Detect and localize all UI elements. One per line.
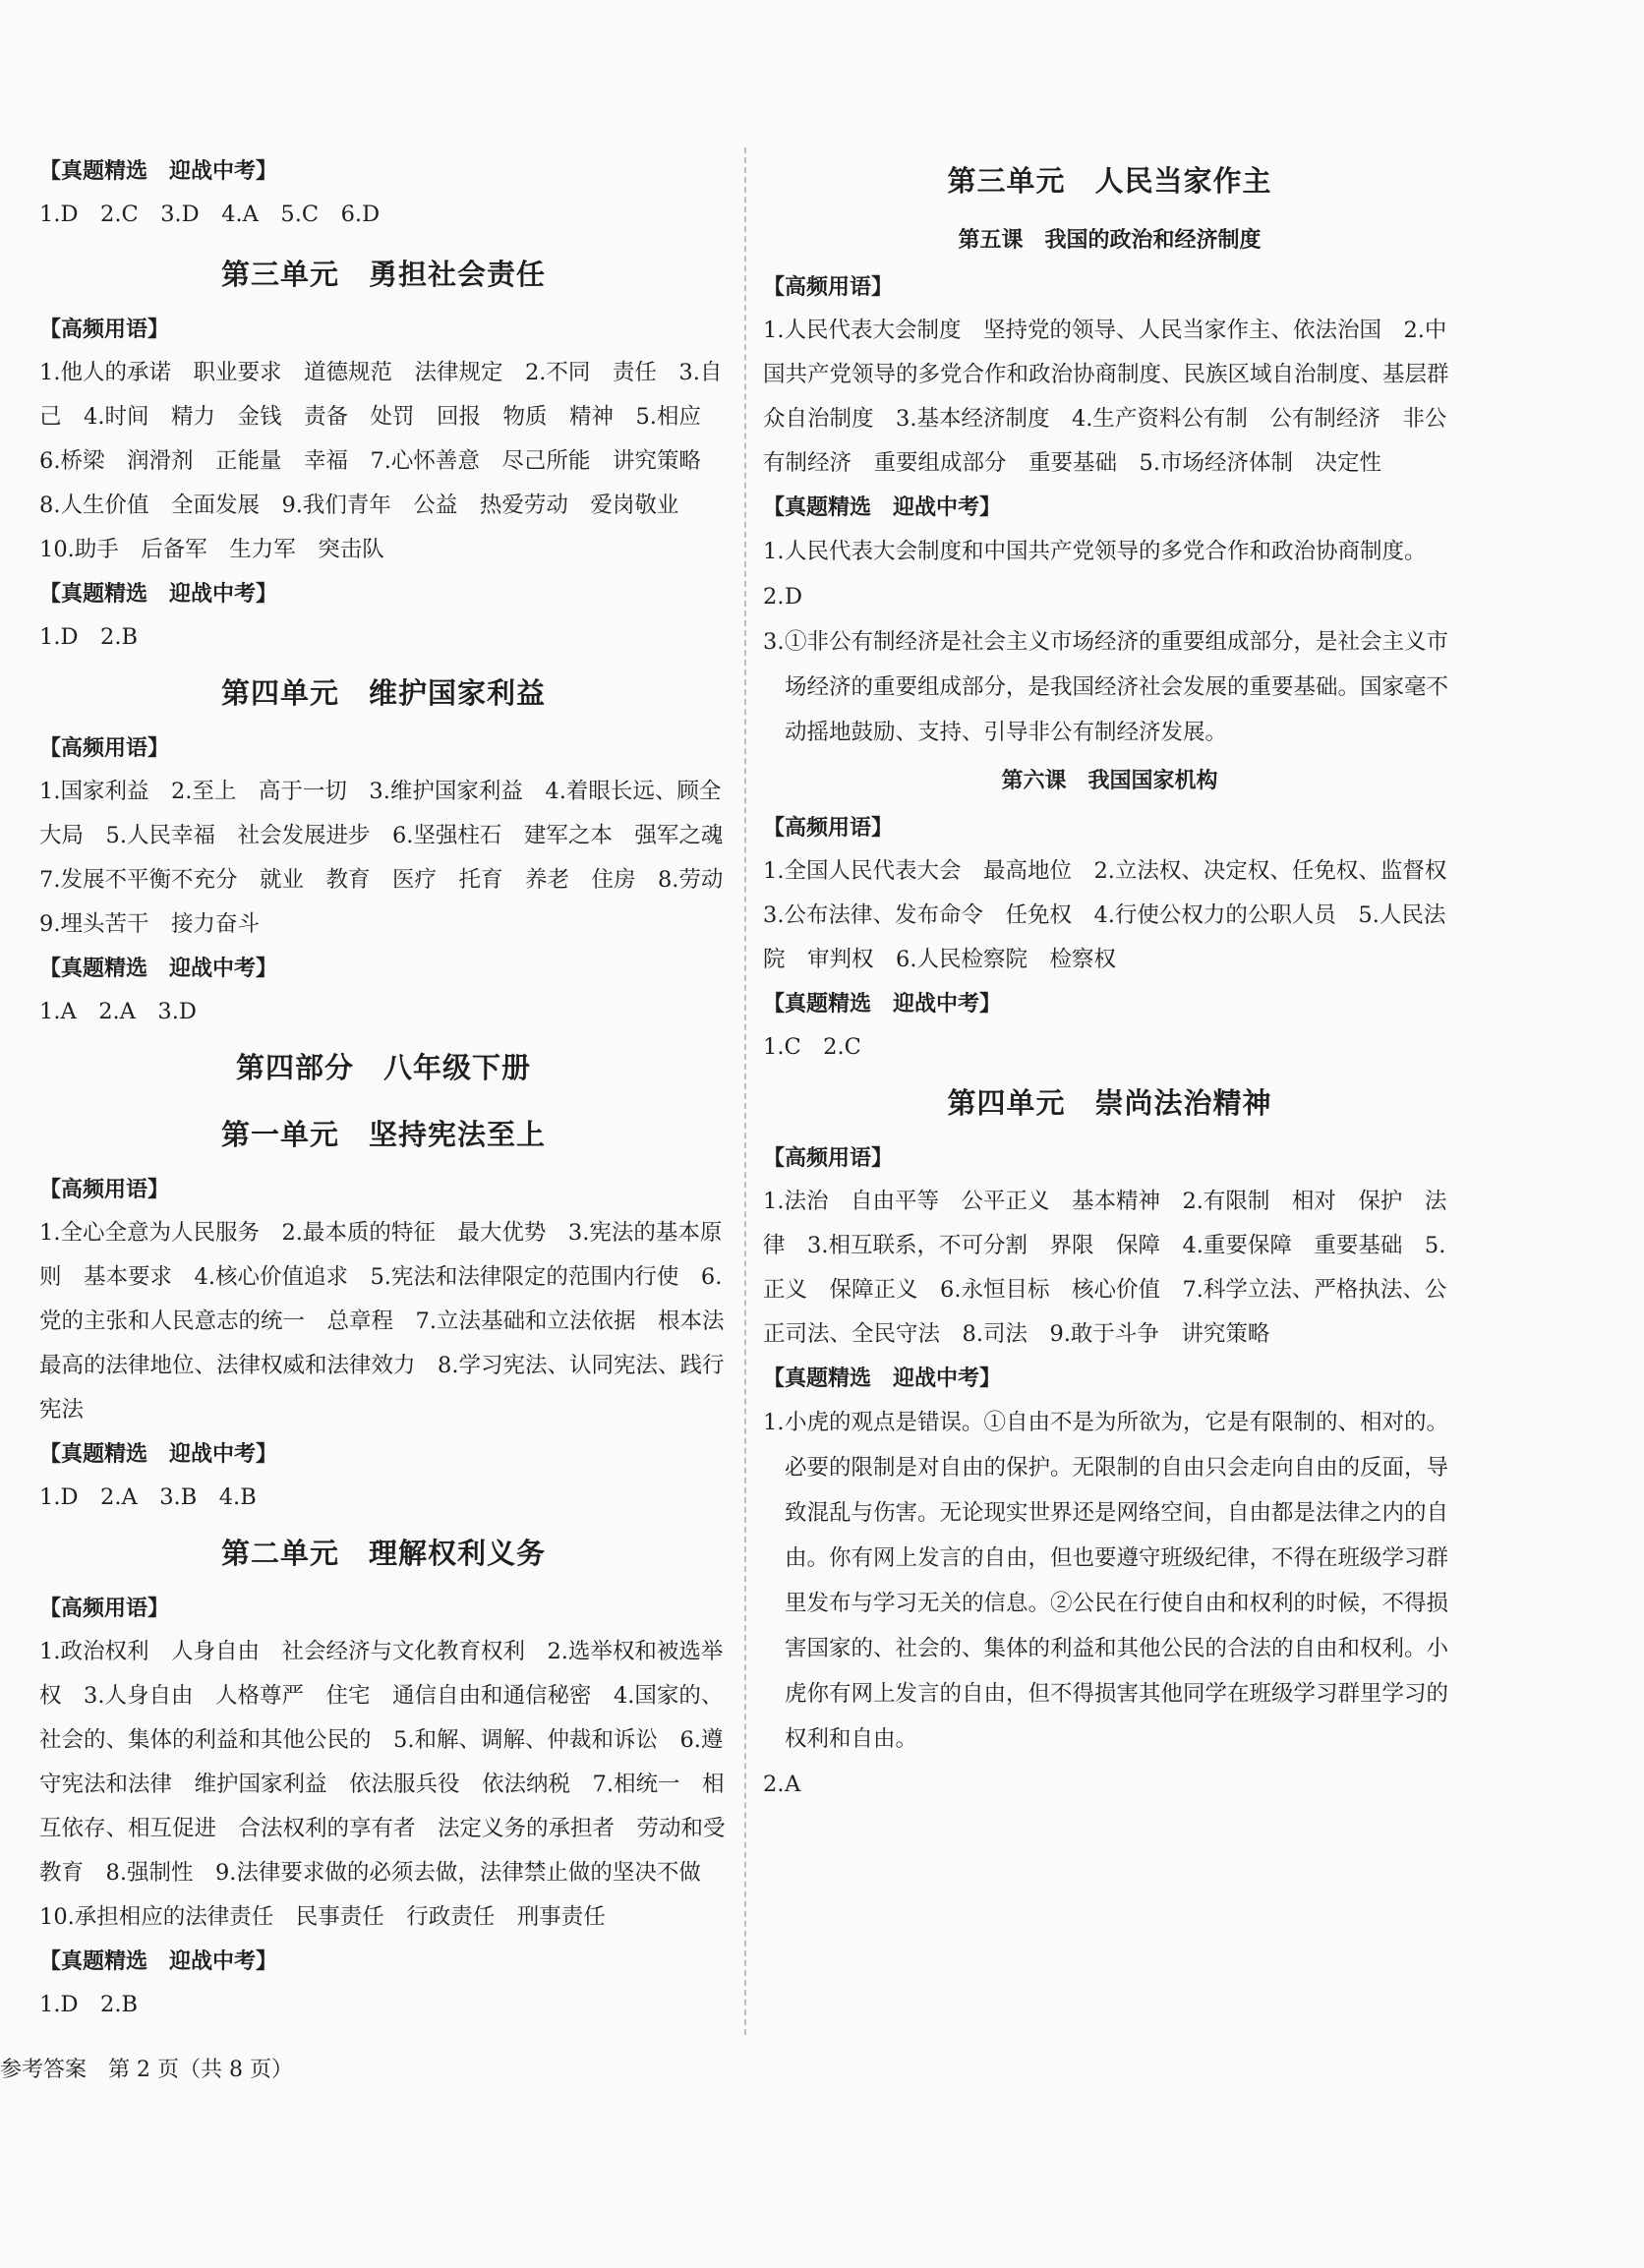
section-tag: 【高频用语】 [39,1596,170,1621]
lesson-title: 第五课 我国的政治和经济制度 [958,227,1262,253]
left-column [39,149,746,2027]
unit-title: 第四单元 维护国家利益 [220,676,546,710]
list-item [763,1400,1456,1762]
answer-list: 1.D 2.B [39,624,139,650]
item-text: 小虎的观点是错误。①自由不是为所欲为，它是有限制的、相对的。必要的限制是对自由的保护。无限制的自由只会走向自由的反面，导致混乱与伤害。无论现实世界还是网络空间，自由都是法律之内的自由。你有网上发言的自由，但也要遵守班级纪律，不得在班级学习群里发布与学习无关的信息。②公民在行使自由和权利的时候，不得损害国家的、社会的、集体的利益和其他公民的合法的自由和权利。小虎你有网上发言的自由，但不得损害其他同学在班级学习群里学习的权利和自由。 [785,1410,1449,1752]
answer-list: 1.D 2.B [39,1992,139,2017]
part-title: 第四部分 八年级下册 [235,1051,531,1084]
item-text: D [785,584,803,610]
column-divider [744,147,746,2035]
item-number: 3. [763,629,785,655]
page-footer: 参考答案 第 2 页（共 8 页） [0,2058,293,2082]
answer-list: 1.C 2.C [763,1034,861,1060]
exam-answers [763,1400,1456,1807]
section-tag: 【高频用语】 [763,274,894,300]
item-number: 2. [763,1772,785,1797]
unit-title: 第一单元 坚持宪法至上 [220,1118,546,1151]
section-tag: 【高频用语】 [39,1177,170,1202]
list-item [763,529,1456,574]
answer-text: 1.人民代表大会制度 坚持党的领导、人民当家作主、依法治国 2.中国共产党领导的多党合作和政治协商制度、民族区域自治制度、基层群众自治制度 3.基本经济制度 4.生产资料公有制 公有制经济 非公有制经济 重要组成部分 重要基础 5.市场经济体制 决定性 [763,318,1449,476]
answer-text: 1.全心全意为人民服务 2.最本质的特征 最大优势 3.宪法的基本原则 基本要求 4.核心价值追求 5.宪法和法律限定的范围内行使 6.党的主张和人民意志的统一 总章程 7.立法基础和立法依据 根本法 最高的法律地位、法律权威和法律效力 8.学习宪法、认同宪法、践行宪法 [39,1220,746,1423]
answer-text: 1.国家利益 2.至上 高于一切 3.维护国家利益 4.着眼长远、顾全大局 5.人民幸福 社会发展进步 6.坚强柱石 建军之本 强军之魂 7.发展不平衡不充分 就业 教育 医疗 托育 养老 住房 8.劳动 9.埋头苦干 接力奋斗 [39,779,745,937]
section-tag: 【真题精选 迎战中考】 [763,1366,1002,1391]
section-tag: 【真题精选 迎战中考】 [763,991,1002,1017]
answer-text: 1.全国人民代表大会 最高地位 2.立法权、决定权、任免权、监督权 3.公布法律、发布命令 任免权 4.行使公权力的公职人员 5.人民法院 审判权 6.人民检察院 检察权 [763,858,1469,972]
item-number: 1. [763,539,785,564]
item-number: 1. [763,1410,785,1435]
section-tag: 【真题精选 迎战中考】 [39,158,278,184]
unit-title: 第三单元 勇担社会责任 [220,258,546,291]
section-tag: 【高频用语】 [763,815,894,841]
section-tag: 【高频用语】 [39,317,170,342]
right-column [763,149,1469,1807]
section-tag: 【真题精选 迎战中考】 [39,1948,278,1974]
unit-title: 第二单元 理解权利义务 [220,1537,546,1570]
answer-text: 1.他人的承诺 职业要求 道德规范 法律规定 2.不同 责任 3.自己 4.时间 精力 金钱 责备 处罚 回报 物质 精神 5.相应 6.桥梁 润滑剂 正能量 幸福 7.心怀善意 尽己所能 讲究策略 8.人生价值 全面发展 9.我们青年 公益 热爱劳动 爱岗敬业 10.助手 后备军 生力军 突击队 [39,360,724,562]
item-number: 2. [763,584,785,610]
item-text: 人民代表大会制度和中国共产党领导的多党合作和政治协商制度。 [785,539,1427,564]
unit-title: 第三单元 人民当家作主 [947,164,1272,198]
list-item [763,619,1456,755]
unit-title: 第四单元 崇尚法治精神 [947,1086,1272,1120]
section-tag: 【真题精选 迎战中考】 [39,956,278,981]
list-item [763,1762,1456,1807]
section-tag: 【真题精选 迎战中考】 [763,494,1002,520]
item-text: ①非公有制经济是社会主义市场经济的重要组成部分，是社会主义市场经济的重要组成部分，是我国经济社会发展的重要基础。国家毫不动摇地鼓励、支持、引导非公有制经济发展。 [785,629,1449,745]
list-item [763,574,1456,619]
answer-list: 1.D 2.A 3.B 4.B [39,1484,257,1510]
answer-text: 1.法治 自由平等 公平正义 基本精神 2.有限制 相对 保护 法律 3.相互联系，不可分割 界限 保障 4.重要保障 重要基础 5.正义 保障正义 6.永恒目标 核心价值 7.科学立法、严格执法、公正司法、全民守法 8.司法 9.敢于斗争 讲究策略 [763,1189,1447,1347]
section-tag: 【真题精选 迎战中考】 [39,581,278,607]
answer-list: 1.A 2.A 3.D [39,999,197,1024]
section-tag: 【高频用语】 [763,1145,894,1171]
item-text: A [785,1772,801,1797]
answer-list: 1.D 2.C 3.D 4.A 5.C 6.D [39,202,381,227]
section-tag: 【真题精选 迎战中考】 [39,1441,278,1467]
section-tag: 【高频用语】 [39,735,170,761]
exam-answers [763,529,1456,755]
answer-text: 1.政治权利 人身自由 社会经济与文化教育权利 2.选举权和被选举权 3.人身自由 人格尊严 住宅 通信自由和通信秘密 4.国家的、社会的、集体的利益和其他公民的 5.和解、调解、仲裁和诉讼 6.遵守宪法和法律 维护国家利益 依法服兵役 依法纳税 7.相统一 相互依存、相互促进 合法权利的享有者 法定义务的承担者 劳动和受教育 8.强制性 9.法律要求做的必须去做，法律禁止做的坚决不做 10.承担相应的法律责任 民事责任 行政责任 刑事责任 [39,1639,726,1930]
lesson-title: 第六课 我国国家机构 [1001,768,1218,793]
